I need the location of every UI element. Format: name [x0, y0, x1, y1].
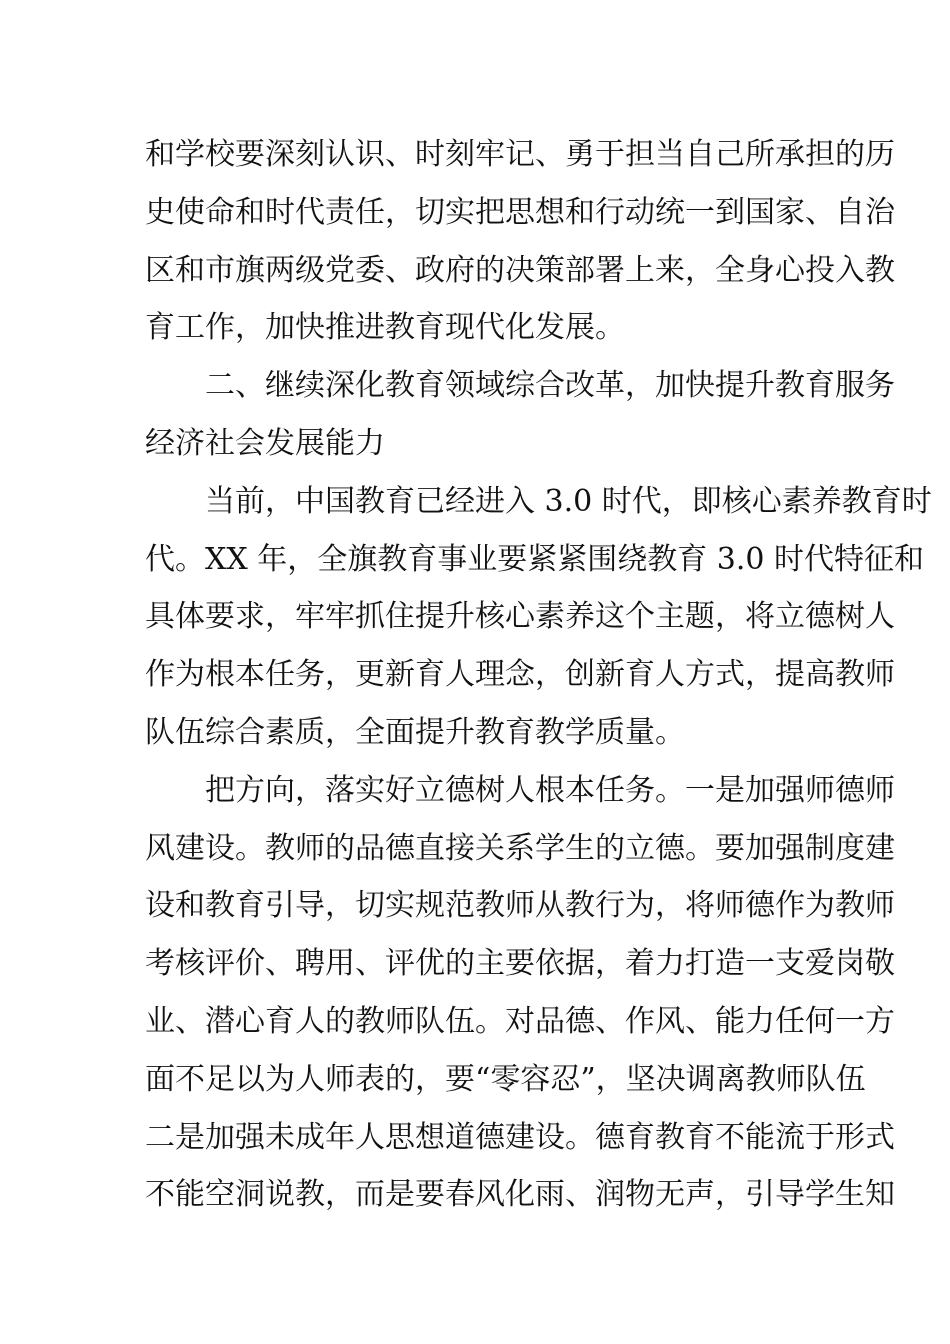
- section-heading-line: 经济社会发展能力: [145, 425, 385, 461]
- paragraph-line: 面不足以为人师表的，要“零容忍”，坚决调离教师队伍: [145, 1061, 866, 1097]
- paragraph-line: 设和教育引导，切实规范教师从教行为，将师德作为教师: [145, 888, 895, 924]
- paragraph-line: 把方向，落实好立德树人根本任务。一是加强师德师: [205, 772, 895, 808]
- paragraph-line: 育工作，加快推进教育现代化发展。: [145, 310, 625, 346]
- paragraph-line: 和学校要深刻认识、时刻牢记、勇于担当自己所承担的历: [145, 137, 895, 172]
- paragraph-line: 区和市旗两级党委、政府的决策部署上来，全身心投入教: [145, 252, 895, 288]
- paragraph-line: 业、潜心育人的教师队伍。对品德、作风、能力任何一方: [145, 1003, 895, 1039]
- paragraph-line: 当前，中国教育已经进入 3.0 时代，即核心素养教育时: [205, 483, 932, 519]
- paragraph-line: 风建设。教师的品德直接关系学生的立德。要加强制度建: [145, 830, 895, 866]
- document-body: [145, 126, 932, 1224]
- paragraph-line: 不能空洞说教，而是要春风化雨、润物无声，引导学生知: [145, 1177, 895, 1213]
- paragraph-line: 史使命和时代责任，切实把思想和行动统一到国家、自治: [145, 194, 895, 230]
- paragraph-line: 考核评价、聘用、评优的主要依据，着力打造一支爱岗敬: [145, 946, 895, 982]
- paragraph-line: 作为根本任务，更新育人理念，创新育人方式，提高教师: [145, 657, 895, 693]
- paragraph-line: 具体要求，牢牢抓住提升核心素养这个主题，将立德树人: [145, 599, 895, 635]
- paragraph-line: 代。XX 年，全旗教育事业要紧紧围绕教育 3.0 时代特征和: [145, 541, 925, 577]
- paragraph-line: 队伍综合素质，全面提升教育教学质量。: [145, 714, 685, 750]
- section-heading-line: 二、继续深化教育领域综合改革，加快提升教育服务: [205, 368, 895, 404]
- paragraph-line: 二是加强未成年人思想道德建设。德育教育不能流于形式: [145, 1119, 895, 1155]
